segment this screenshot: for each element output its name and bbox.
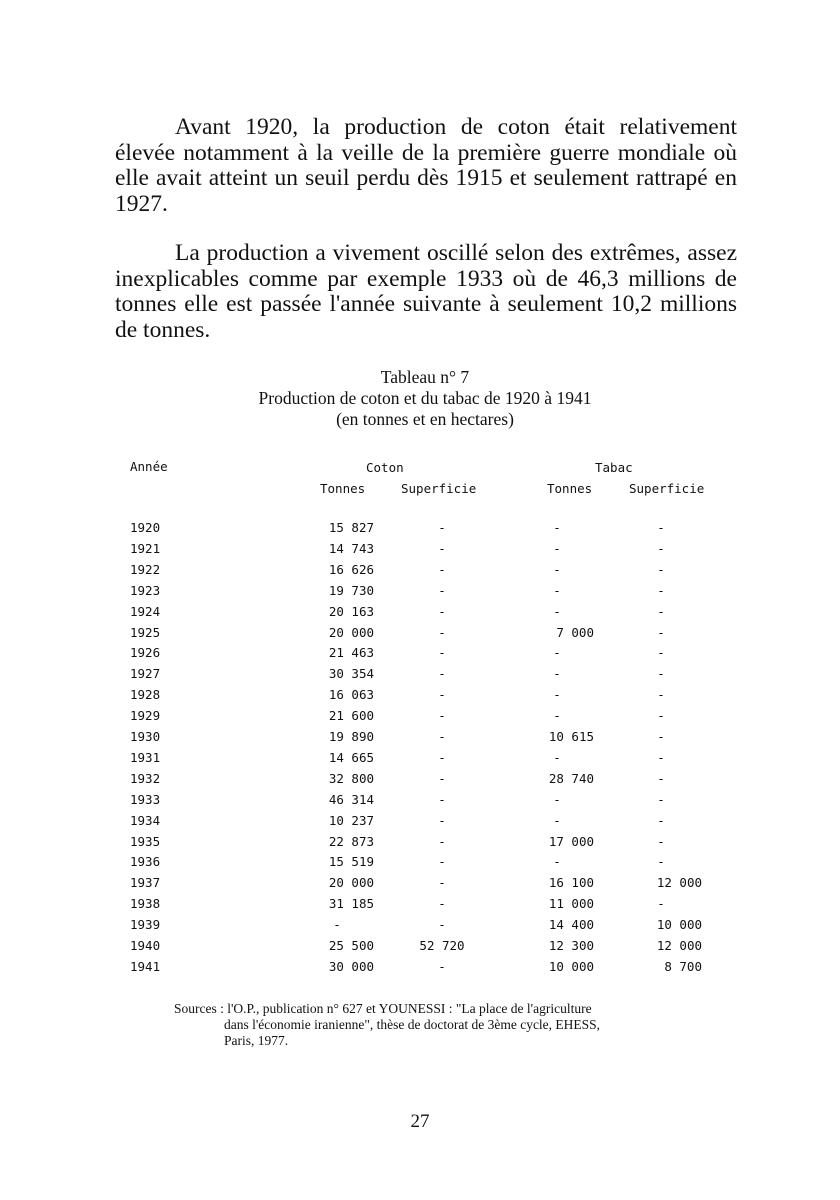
cell-coton-tonnes: 46 314	[328, 791, 374, 807]
cell-coton-superficie: -	[438, 687, 446, 703]
cell-coton-tonnes: 30 354	[328, 666, 374, 682]
cell-coton-superficie: -	[438, 624, 446, 640]
cell-coton-superficie: -	[438, 770, 446, 786]
cell-year: 1928	[130, 687, 161, 703]
cell-year: 1932	[130, 770, 161, 786]
cell-coton-superficie: -	[438, 561, 446, 577]
cell-tabac-superficie: 12 000	[656, 875, 702, 891]
cell-tabac-tonnes: 7 000	[556, 624, 594, 640]
cell-tabac-tonnes: -	[553, 561, 561, 577]
cell-year: 1933	[130, 791, 161, 807]
table-row	[0, 605, 840, 626]
table-row	[0, 835, 840, 856]
cell-tabac-superficie: -	[657, 666, 665, 682]
header-coton-superficie: Superficie	[401, 481, 477, 496]
cell-coton-tonnes: 30 000	[328, 958, 374, 974]
table-subtitle: Production de coton et du tabac de 1920 à 1941	[258, 388, 592, 408]
table-row	[0, 897, 840, 918]
cell-tabac-superficie: -	[657, 540, 665, 556]
table-row	[0, 772, 840, 793]
cell-tabac-superficie: -	[657, 770, 665, 786]
cell-tabac-superficie: 8 700	[664, 958, 702, 974]
cell-tabac-superficie: -	[657, 624, 665, 640]
cell-coton-tonnes: 16 063	[328, 687, 374, 703]
cell-tabac-tonnes: -	[553, 645, 561, 661]
cell-year: 1940	[130, 938, 161, 953]
table-row	[0, 939, 840, 960]
cell-tabac-superficie: -	[657, 854, 665, 870]
cell-tabac-superficie: -	[657, 520, 665, 535]
cell-coton-superficie: -	[438, 708, 446, 724]
sources-line-3: Paris, 1977.	[224, 1033, 289, 1048]
cell-tabac-tonnes: -	[553, 520, 561, 535]
cell-tabac-tonnes: -	[553, 749, 561, 765]
cell-coton-superficie: -	[438, 791, 446, 807]
cell-coton-tonnes: 22 873	[328, 833, 374, 849]
cell-year: 1930	[130, 729, 161, 744]
header-tabac-tonnes: Tonnes	[547, 481, 593, 496]
cell-coton-superficie: -	[438, 729, 446, 744]
cell-year: 1937	[130, 875, 161, 891]
cell-tabac-tonnes: 10 000	[548, 958, 594, 974]
cell-year: 1938	[130, 896, 161, 912]
table-row	[0, 542, 840, 563]
cell-coton-tonnes: 21 600	[328, 708, 374, 724]
cell-coton-tonnes: 15 827	[328, 520, 374, 535]
cell-coton-tonnes: 19 730	[328, 582, 374, 598]
table-row	[0, 521, 840, 542]
cell-tabac-tonnes: -	[553, 603, 561, 619]
cell-tabac-superficie: -	[657, 791, 665, 807]
cell-coton-superficie: -	[438, 833, 446, 849]
table-row	[0, 709, 840, 730]
cell-tabac-tonnes: 12 300	[548, 938, 594, 953]
cell-coton-superficie: -	[438, 582, 446, 598]
cell-coton-superficie: -	[438, 812, 446, 828]
cell-coton-superficie: -	[438, 645, 446, 661]
cell-tabac-tonnes: 16 100	[548, 875, 594, 891]
table-row	[0, 626, 840, 647]
cell-coton-tonnes: 20 163	[328, 603, 374, 619]
cell-tabac-tonnes: 28 740	[548, 770, 594, 786]
cell-tabac-superficie: -	[657, 896, 665, 912]
cell-tabac-tonnes: 11 000	[548, 896, 594, 912]
cell-coton-superficie: -	[438, 540, 446, 556]
cell-year: 1929	[130, 708, 161, 724]
cell-tabac-superficie: -	[657, 645, 665, 661]
cell-tabac-tonnes: -	[553, 791, 561, 807]
cell-year: 1935	[130, 833, 161, 849]
cell-coton-tonnes: 20 000	[328, 624, 374, 640]
table-row	[0, 814, 840, 835]
cell-tabac-superficie: -	[657, 708, 665, 724]
paragraph-cotton-history: Avant 1920, la production de coton était relativement élevée notamment à la veille de la première guerre mondiale où elle avait atteint un seuil perdu dès 1915 et seulement rattrapé en 1927.	[115, 114, 737, 217]
cell-tabac-tonnes: 14 400	[548, 917, 594, 933]
cell-coton-tonnes: 31 185	[328, 896, 374, 912]
cell-coton-tonnes: 25 500	[328, 938, 374, 953]
cell-coton-superficie: -	[438, 603, 446, 619]
table-row	[0, 793, 840, 814]
cell-tabac-tonnes: -	[553, 582, 561, 598]
table-title: Tableau n° 7	[380, 367, 470, 387]
table-row	[0, 855, 840, 876]
cell-tabac-tonnes: -	[553, 666, 561, 682]
cell-coton-superficie: -	[438, 749, 446, 765]
cell-year: 1924	[130, 603, 161, 619]
table-units: (en tonnes et en hectares)	[336, 409, 514, 429]
table-row	[0, 646, 840, 667]
cell-coton-superficie: -	[438, 854, 446, 870]
sources-label: Sources :	[174, 1001, 224, 1016]
cell-coton-superficie: -	[438, 520, 446, 535]
table-row	[0, 688, 840, 709]
cell-year: 1936	[130, 854, 161, 870]
cell-coton-tonnes: -	[333, 917, 341, 933]
cell-tabac-superficie: 10 000	[656, 917, 702, 933]
cell-coton-superficie: -	[438, 666, 446, 682]
sources-line-1: l'O.P., publication n° 627 et YOUNESSI : "La place de l'agriculture	[227, 1001, 592, 1016]
table-row	[0, 876, 840, 897]
table-row	[0, 730, 840, 751]
cell-tabac-tonnes: -	[553, 540, 561, 556]
cell-tabac-superficie: 12 000	[656, 938, 702, 953]
cell-coton-superficie: -	[438, 875, 446, 891]
cell-coton-superficie: -	[438, 958, 446, 974]
cell-tabac-superficie: -	[657, 687, 665, 703]
cell-year: 1931	[130, 749, 161, 765]
cell-tabac-superficie: -	[657, 833, 665, 849]
cell-tabac-superficie: -	[657, 561, 665, 577]
cell-tabac-tonnes: -	[553, 687, 561, 703]
cell-year: 1941	[130, 958, 161, 974]
cell-tabac-tonnes: 10 615	[548, 729, 594, 744]
cell-tabac-superficie: -	[657, 603, 665, 619]
cell-coton-tonnes: 15 519	[328, 854, 374, 870]
header-coton: Coton	[366, 460, 404, 475]
cell-year: 1934	[130, 812, 161, 828]
cell-coton-tonnes: 32 800	[328, 770, 374, 786]
cell-tabac-superficie: -	[657, 729, 665, 744]
table-row	[0, 960, 840, 981]
page-number: 27	[410, 1111, 430, 1132]
cell-year: 1923	[130, 582, 161, 598]
cell-tabac-tonnes: -	[553, 812, 561, 828]
cell-year: 1926	[130, 645, 161, 661]
cell-coton-superficie: -	[438, 896, 446, 912]
cell-tabac-tonnes: -	[553, 854, 561, 870]
cell-coton-tonnes: 20 000	[328, 875, 374, 891]
cell-coton-tonnes: 14 743	[328, 540, 374, 556]
cell-tabac-tonnes: -	[553, 708, 561, 724]
header-coton-tonnes: Tonnes	[320, 481, 366, 496]
sources-line-2: dans l'économie iranienne", thèse de doctorat de 3ème cycle, EHESS,	[224, 1017, 601, 1032]
cell-coton-tonnes: 16 626	[328, 561, 374, 577]
cell-coton-tonnes: 21 463	[328, 645, 374, 661]
cell-coton-tonnes: 19 890	[328, 729, 374, 744]
cell-year: 1927	[130, 666, 161, 682]
cell-tabac-superficie: -	[657, 749, 665, 765]
table-row	[0, 667, 840, 688]
cell-coton-superficie: -	[438, 917, 446, 933]
paragraph-production-oscillation: La production a vivement oscillé selon des extrêmes, assez inexplicables comme par exemple 1933 où de 46,3 millions de tonnes elle est passée l'année suivante à seulement 10,2 millions de tonnes.	[115, 240, 737, 343]
cell-coton-tonnes: 14 665	[328, 749, 374, 765]
cell-year: 1925	[130, 624, 161, 640]
cell-year: 1922	[130, 561, 161, 577]
cell-coton-tonnes: 10 237	[328, 812, 374, 828]
table-row	[0, 918, 840, 939]
header-year: Année	[130, 459, 168, 474]
cell-year: 1939	[130, 917, 161, 933]
cell-tabac-tonnes: 17 000	[548, 833, 594, 849]
cell-year: 1920	[130, 520, 161, 535]
table-row	[0, 751, 840, 772]
sources-note	[174, 1001, 734, 1049]
table-row	[0, 563, 840, 584]
cell-year: 1921	[130, 540, 161, 556]
table-row	[0, 584, 840, 605]
cell-tabac-superficie: -	[657, 582, 665, 598]
cell-coton-superficie: 52 720	[419, 938, 465, 953]
header-tabac-superficie: Superficie	[629, 481, 705, 496]
cell-tabac-superficie: -	[657, 812, 665, 828]
header-tabac: Tabac	[595, 460, 633, 475]
